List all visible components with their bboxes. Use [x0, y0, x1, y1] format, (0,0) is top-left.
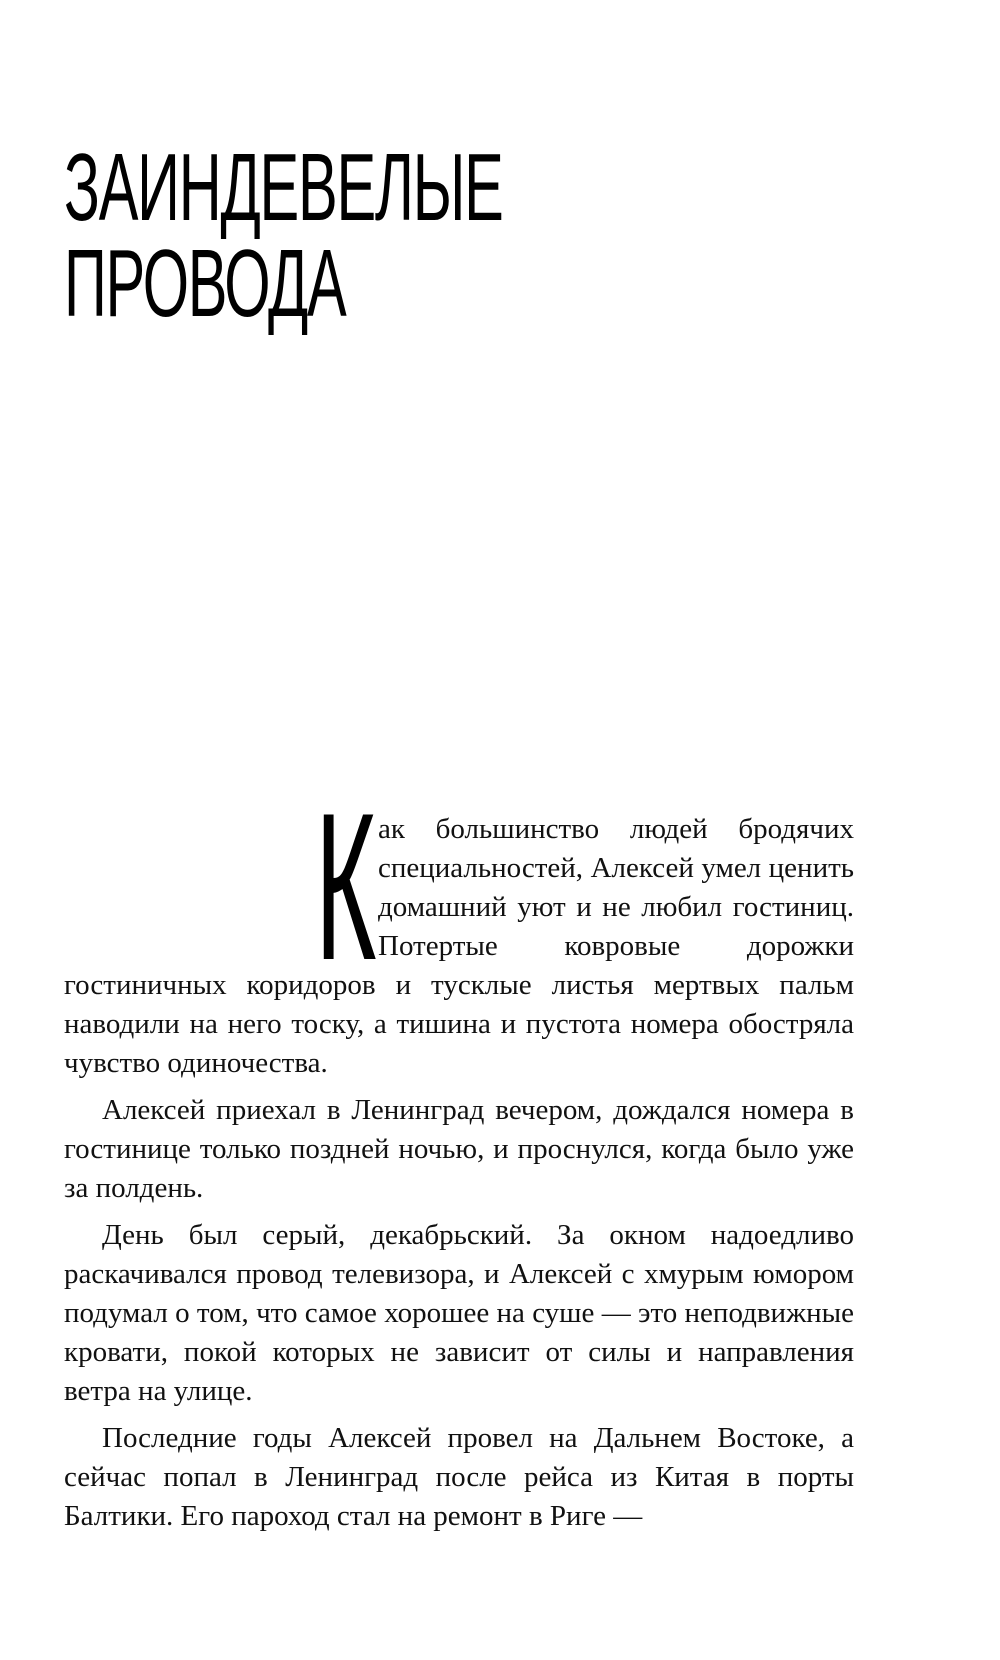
chapter-title [64, 134, 503, 337]
paragraph-2: Алексей приехал в Ленинград вечером, дождался номера в гостинице только поздней ночью, и проснулся, когда было уже за полдень. [64, 1094, 854, 1204]
drop-cap-box [64, 769, 378, 1004]
paragraph-1-text: ак большинство людей бродячих специальностей, Алексей умел ценить домашний уют и не любил гостиниц. Потертые ковровые дорожки гостиничных коридоров и тусклые листья мертвых пальм наводили на него тоску, а тишина и пустота номера обостряла чувство одиночества. [64, 813, 854, 1079]
drop-cap: К [314, 769, 376, 1004]
paragraph-1 [64, 769, 854, 1083]
chapter-body [64, 769, 854, 1536]
paragraph-4: Последние годы Алексей провел на Дальнем Востоке, а сейчас попал в Ленинград после рейса из Китая в порты Балтики. Его пароход стал на ремонт в Риге — [64, 1422, 854, 1532]
chapter-title-line-1: ЗАИНДЕВЕЛЫЕ [64, 134, 503, 241]
chapter-title-line-2: ПРОВОДА [64, 230, 346, 337]
paragraph-3: День был серый, декабрьский. За окном надоедливо раскачивался провод телевизора, и Алексей с хмурым юмором подумал о том, что самое хорошее на суше — это неподвижные кровати, покой которых не зависит от силы и направления ветра на улице. [64, 1219, 854, 1407]
